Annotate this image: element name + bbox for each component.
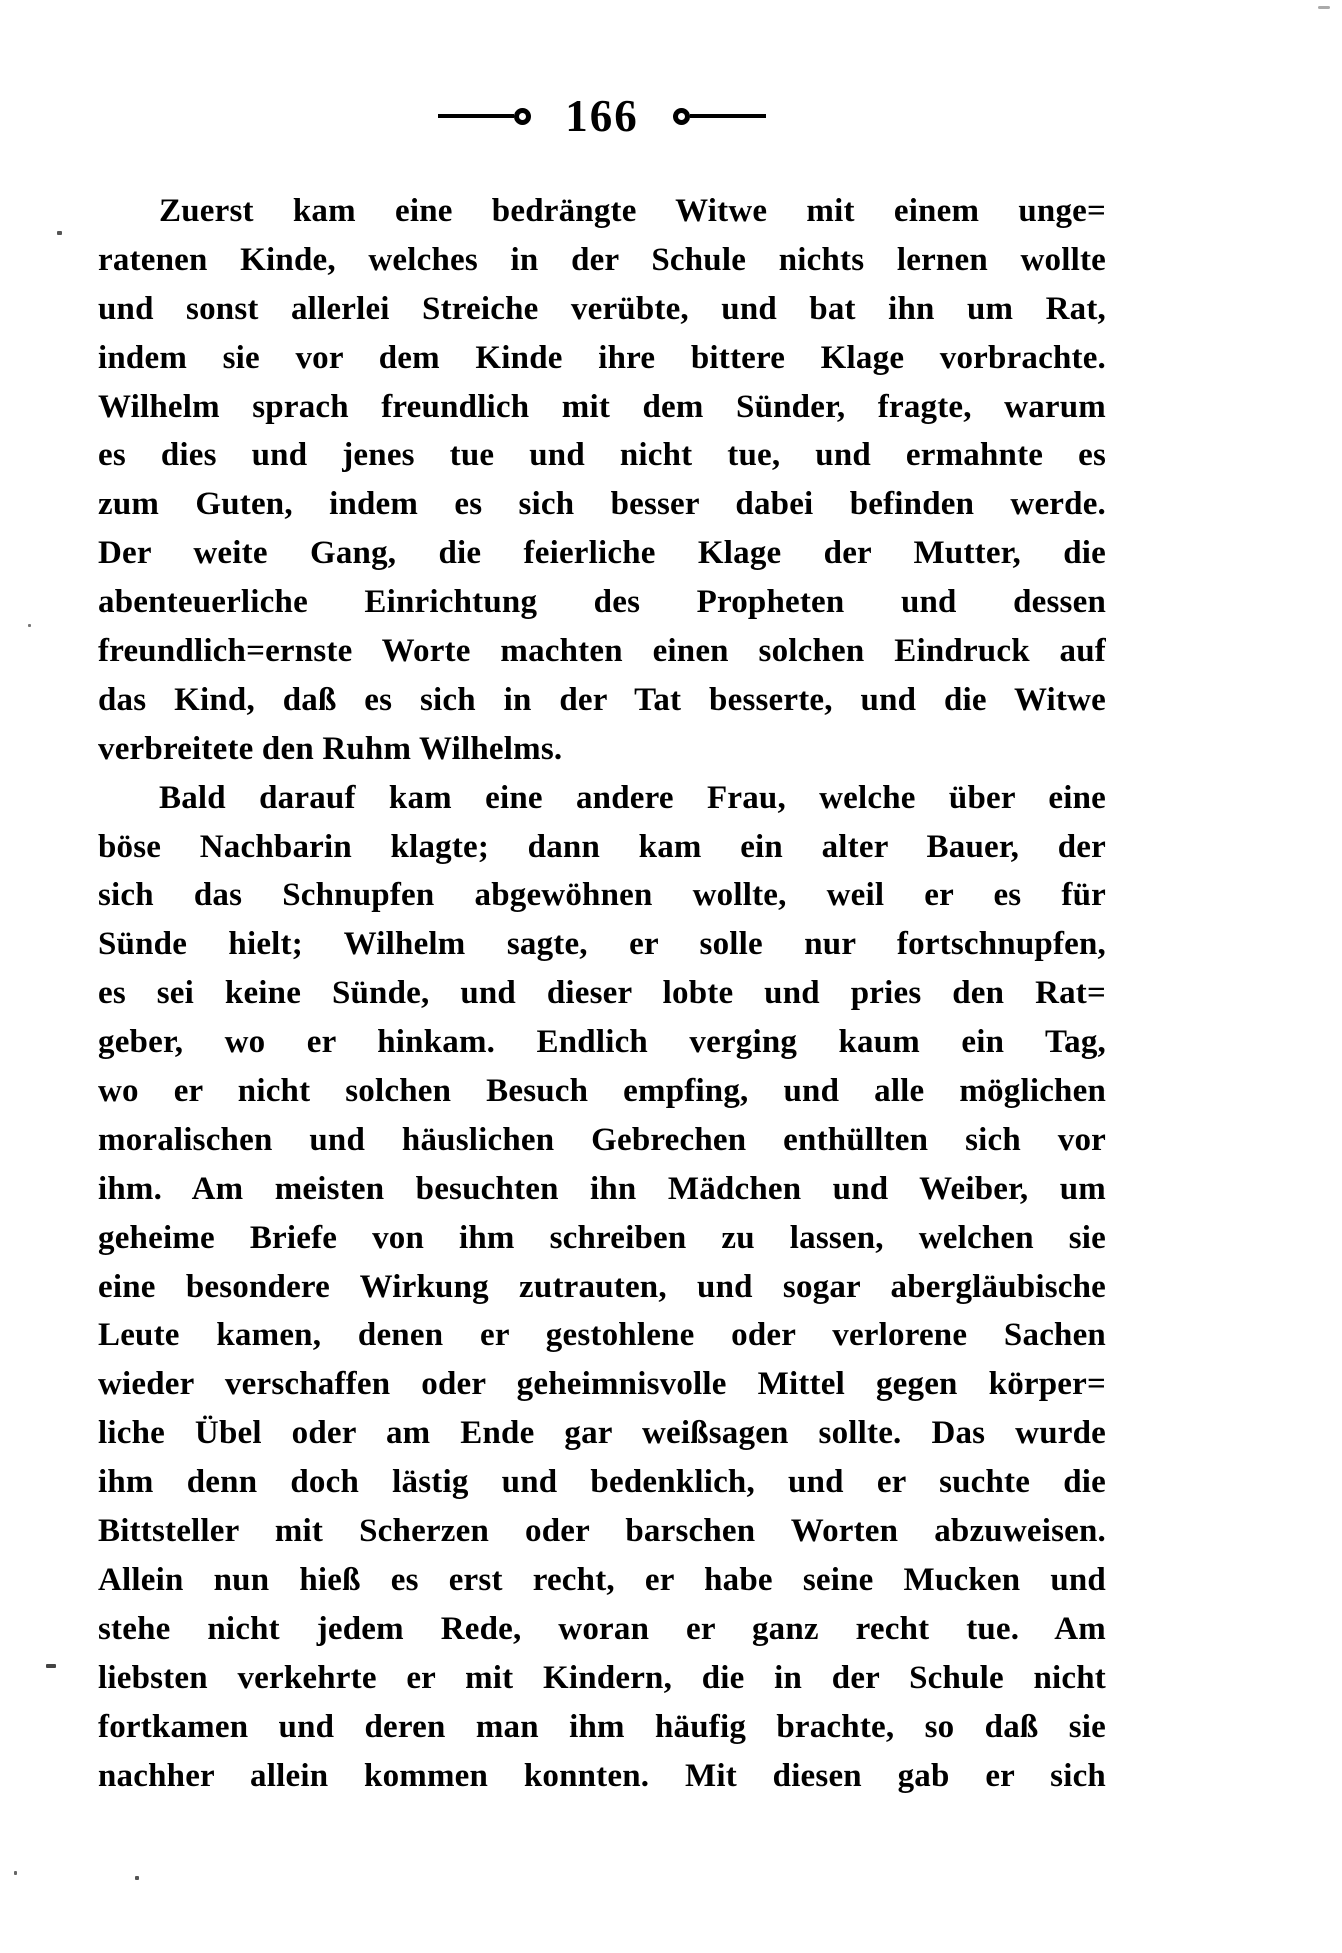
text-line: ihm denn doch lästig und bedenklich, und er suchte die xyxy=(98,1464,1106,1501)
text-line: es sei keine Sünde, und dieser lobte und pries den Rat= xyxy=(98,975,1106,1012)
text-line: ihm. Am meisten besuchten ihn Mädchen und Weiber, um xyxy=(98,1170,1106,1207)
text-line: fortkamen und deren man ihm häufig brachte, so daß sie xyxy=(98,1708,1106,1745)
text-line: liebsten verkehrte er mit Kindern, die in der Schule nicht xyxy=(98,1659,1106,1696)
text-line: stehe nicht jedem Rede, woran er ganz recht tue. Am xyxy=(98,1610,1106,1647)
text-line: es dies und jenes tue und nicht tue, und ermahnte es xyxy=(98,437,1106,474)
header-rule-left-icon xyxy=(438,114,514,118)
text-line: eine besondere Wirkung zutrauten, und sogar abergläubische xyxy=(98,1268,1106,1305)
scan-speck xyxy=(14,1871,17,1875)
text-line: sich das Schnupfen abgewöhnen wollte, weil er es für xyxy=(98,877,1106,914)
text-line: nachher allein kommen konnten. Mit diesen gab er sich xyxy=(98,1757,1106,1794)
text-line: Der weite Gang, die feierliche Klage der Mutter, die xyxy=(98,535,1106,572)
text-line: verbreitete den Ruhm Wilhelms. xyxy=(98,730,563,767)
text-line: Zuerst kam eine bedrängte Witwe mit einem unge= xyxy=(159,193,1106,229)
header-rule-right-icon xyxy=(690,114,766,118)
text-line: Wilhelm sprach freundlich mit dem Sünder, fragte, warum xyxy=(98,388,1106,425)
text-line: Bittsteller mit Scherzen oder barschen Worten abzuweisen. xyxy=(98,1513,1106,1550)
text-line: indem sie vor dem Kinde ihre bittere Klage vorbrachte. xyxy=(98,339,1106,376)
page-text xyxy=(98,187,1106,1800)
scan-speck xyxy=(1318,6,1330,9)
text-line: böse Nachbarin klagte; dann kam ein alter Bauer, der xyxy=(98,828,1106,865)
text-line: abenteuerliche Einrichtung des Propheten und dessen xyxy=(98,584,1106,621)
text-line: und sonst allerlei Streiche verübte, und bat ihn um Rat, xyxy=(98,290,1106,327)
header-circle-left-icon xyxy=(514,108,531,125)
scan-speck xyxy=(57,231,62,235)
text-line: moralischen und häuslichen Gebrechen enthüllten sich vor xyxy=(98,1121,1106,1158)
header-circle-right-icon xyxy=(673,108,690,125)
text-line: Sünde hielt; Wilhelm sagte, er solle nur fortschnupfen, xyxy=(98,926,1106,963)
text-line: freundlich=ernste Worte machten einen solchen Eindruck auf xyxy=(98,633,1106,670)
text-line: Allein nun hieß es erst recht, er habe seine Mucken und xyxy=(98,1561,1106,1598)
text-line: geheime Briefe von ihm schreiben zu lassen, welchen sie xyxy=(98,1219,1106,1256)
text-line: wieder verschaffen oder geheimnisvolle Mittel gegen körper= xyxy=(98,1366,1106,1403)
scan-speck xyxy=(135,1876,139,1880)
page-header xyxy=(98,88,1106,144)
text-line: geber, wo er hinkam. Endlich verging kaum ein Tag, xyxy=(98,1024,1106,1061)
text-line: das Kind, daß es sich in der Tat besserte, und die Witwe xyxy=(98,681,1106,718)
scan-speck xyxy=(28,624,31,627)
page-number: 166 xyxy=(565,91,639,141)
scan-speck xyxy=(46,1664,56,1668)
text-line: zum Guten, indem es sich besser dabei befinden werde. xyxy=(98,486,1106,523)
text-line: Bald darauf kam eine andere Frau, welche über eine xyxy=(159,779,1106,816)
text-line: liche Übel oder am Ende gar weißsagen sollte. Das wurde xyxy=(98,1415,1106,1452)
text-line: wo er nicht solchen Besuch empfing, und alle möglichen xyxy=(98,1073,1106,1110)
text-line: ratenen Kinde, welches in der Schule nichts lernen wollte xyxy=(98,241,1106,278)
text-line: Leute kamen, denen er gestohlene oder verlorene Sachen xyxy=(98,1317,1106,1354)
